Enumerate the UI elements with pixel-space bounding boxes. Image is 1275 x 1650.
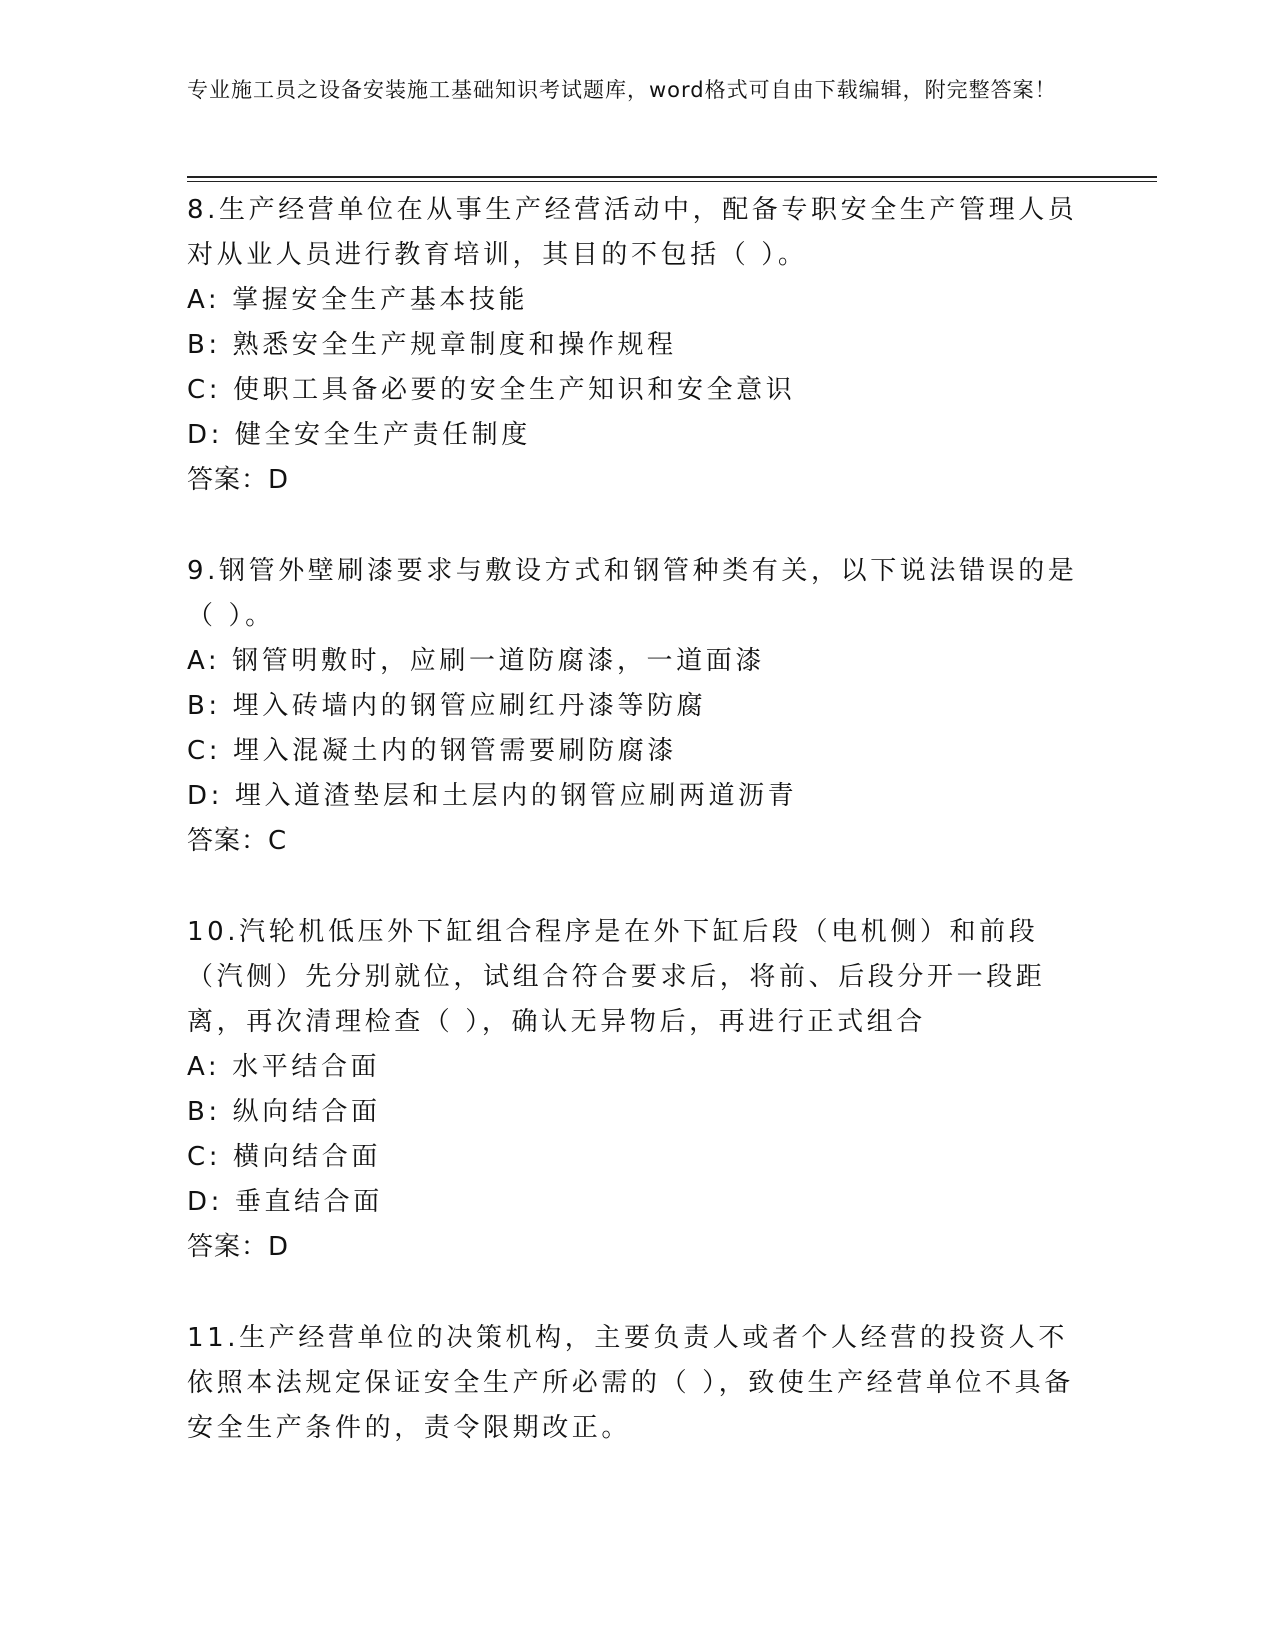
- question-8: [187, 188, 1087, 503]
- option-c: C: 埋入混凝土内的钢管需要刷防腐漆: [187, 736, 677, 766]
- question-text: 10.汽轮机低压外下缸组合程序是在外下缸后段（电机侧）和前段（汽侧）先分别就位，试组合符合要求后，将前、后段分开一段距离，再次清理检查（ ），确认无异物后，再进行正式组合: [187, 917, 1046, 1037]
- option-d: D: 埋入道渣垫层和土层内的钢管应刷两道沥青: [187, 781, 798, 811]
- header-divider-thick: [187, 176, 1157, 178]
- option-a: A: 水平结合面: [187, 1052, 381, 1082]
- answer: 答案：C: [187, 826, 288, 856]
- option-c: C: 使职工具备必要的安全生产知识和安全意识: [187, 375, 796, 405]
- question-9: [187, 549, 1087, 864]
- option-b: B: 埋入砖墙内的钢管应刷红丹漆等防腐: [187, 691, 707, 721]
- option-d: D: 健全安全生产责任制度: [187, 420, 531, 450]
- answer: 答案：D: [187, 465, 290, 495]
- question-11: [187, 1316, 1087, 1451]
- option-a: A: 钢管明敷时，应刷一道防腐漆，一道面漆: [187, 646, 765, 676]
- option-d: D: 垂直结合面: [187, 1187, 383, 1217]
- answer: 答案：D: [187, 1232, 290, 1262]
- question-10: [187, 910, 1087, 1270]
- document-header: 专业施工员之设备安装施工基础知识考试题库，word格式可自由下载编辑，附完整答案！: [187, 78, 1057, 102]
- option-a: A: 掌握安全生产基本技能: [187, 285, 529, 315]
- question-list: [187, 188, 1087, 1497]
- header-divider-thin: [187, 181, 1157, 182]
- question-text: 9.钢管外壁刷漆要求与敷设方式和钢管种类有关，以下说法错误的是（ ）。: [187, 556, 1078, 631]
- question-text: 8.生产经营单位在从事生产经营活动中，配备专职安全生产管理人员对从业人员进行教育培训，其目的不包括（ ）。: [187, 195, 1078, 270]
- question-text: 11.生产经营单位的决策机构，主要负责人或者个人经营的投资人不依照本法规定保证安全生产所必需的（ ），致使生产经营单位不具备安全生产条件的，责令限期改正。: [187, 1323, 1074, 1443]
- option-b: B: 纵向结合面: [187, 1097, 381, 1127]
- option-b: B: 熟悉安全生产规章制度和操作规程: [187, 330, 677, 360]
- option-c: C: 横向结合面: [187, 1142, 381, 1172]
